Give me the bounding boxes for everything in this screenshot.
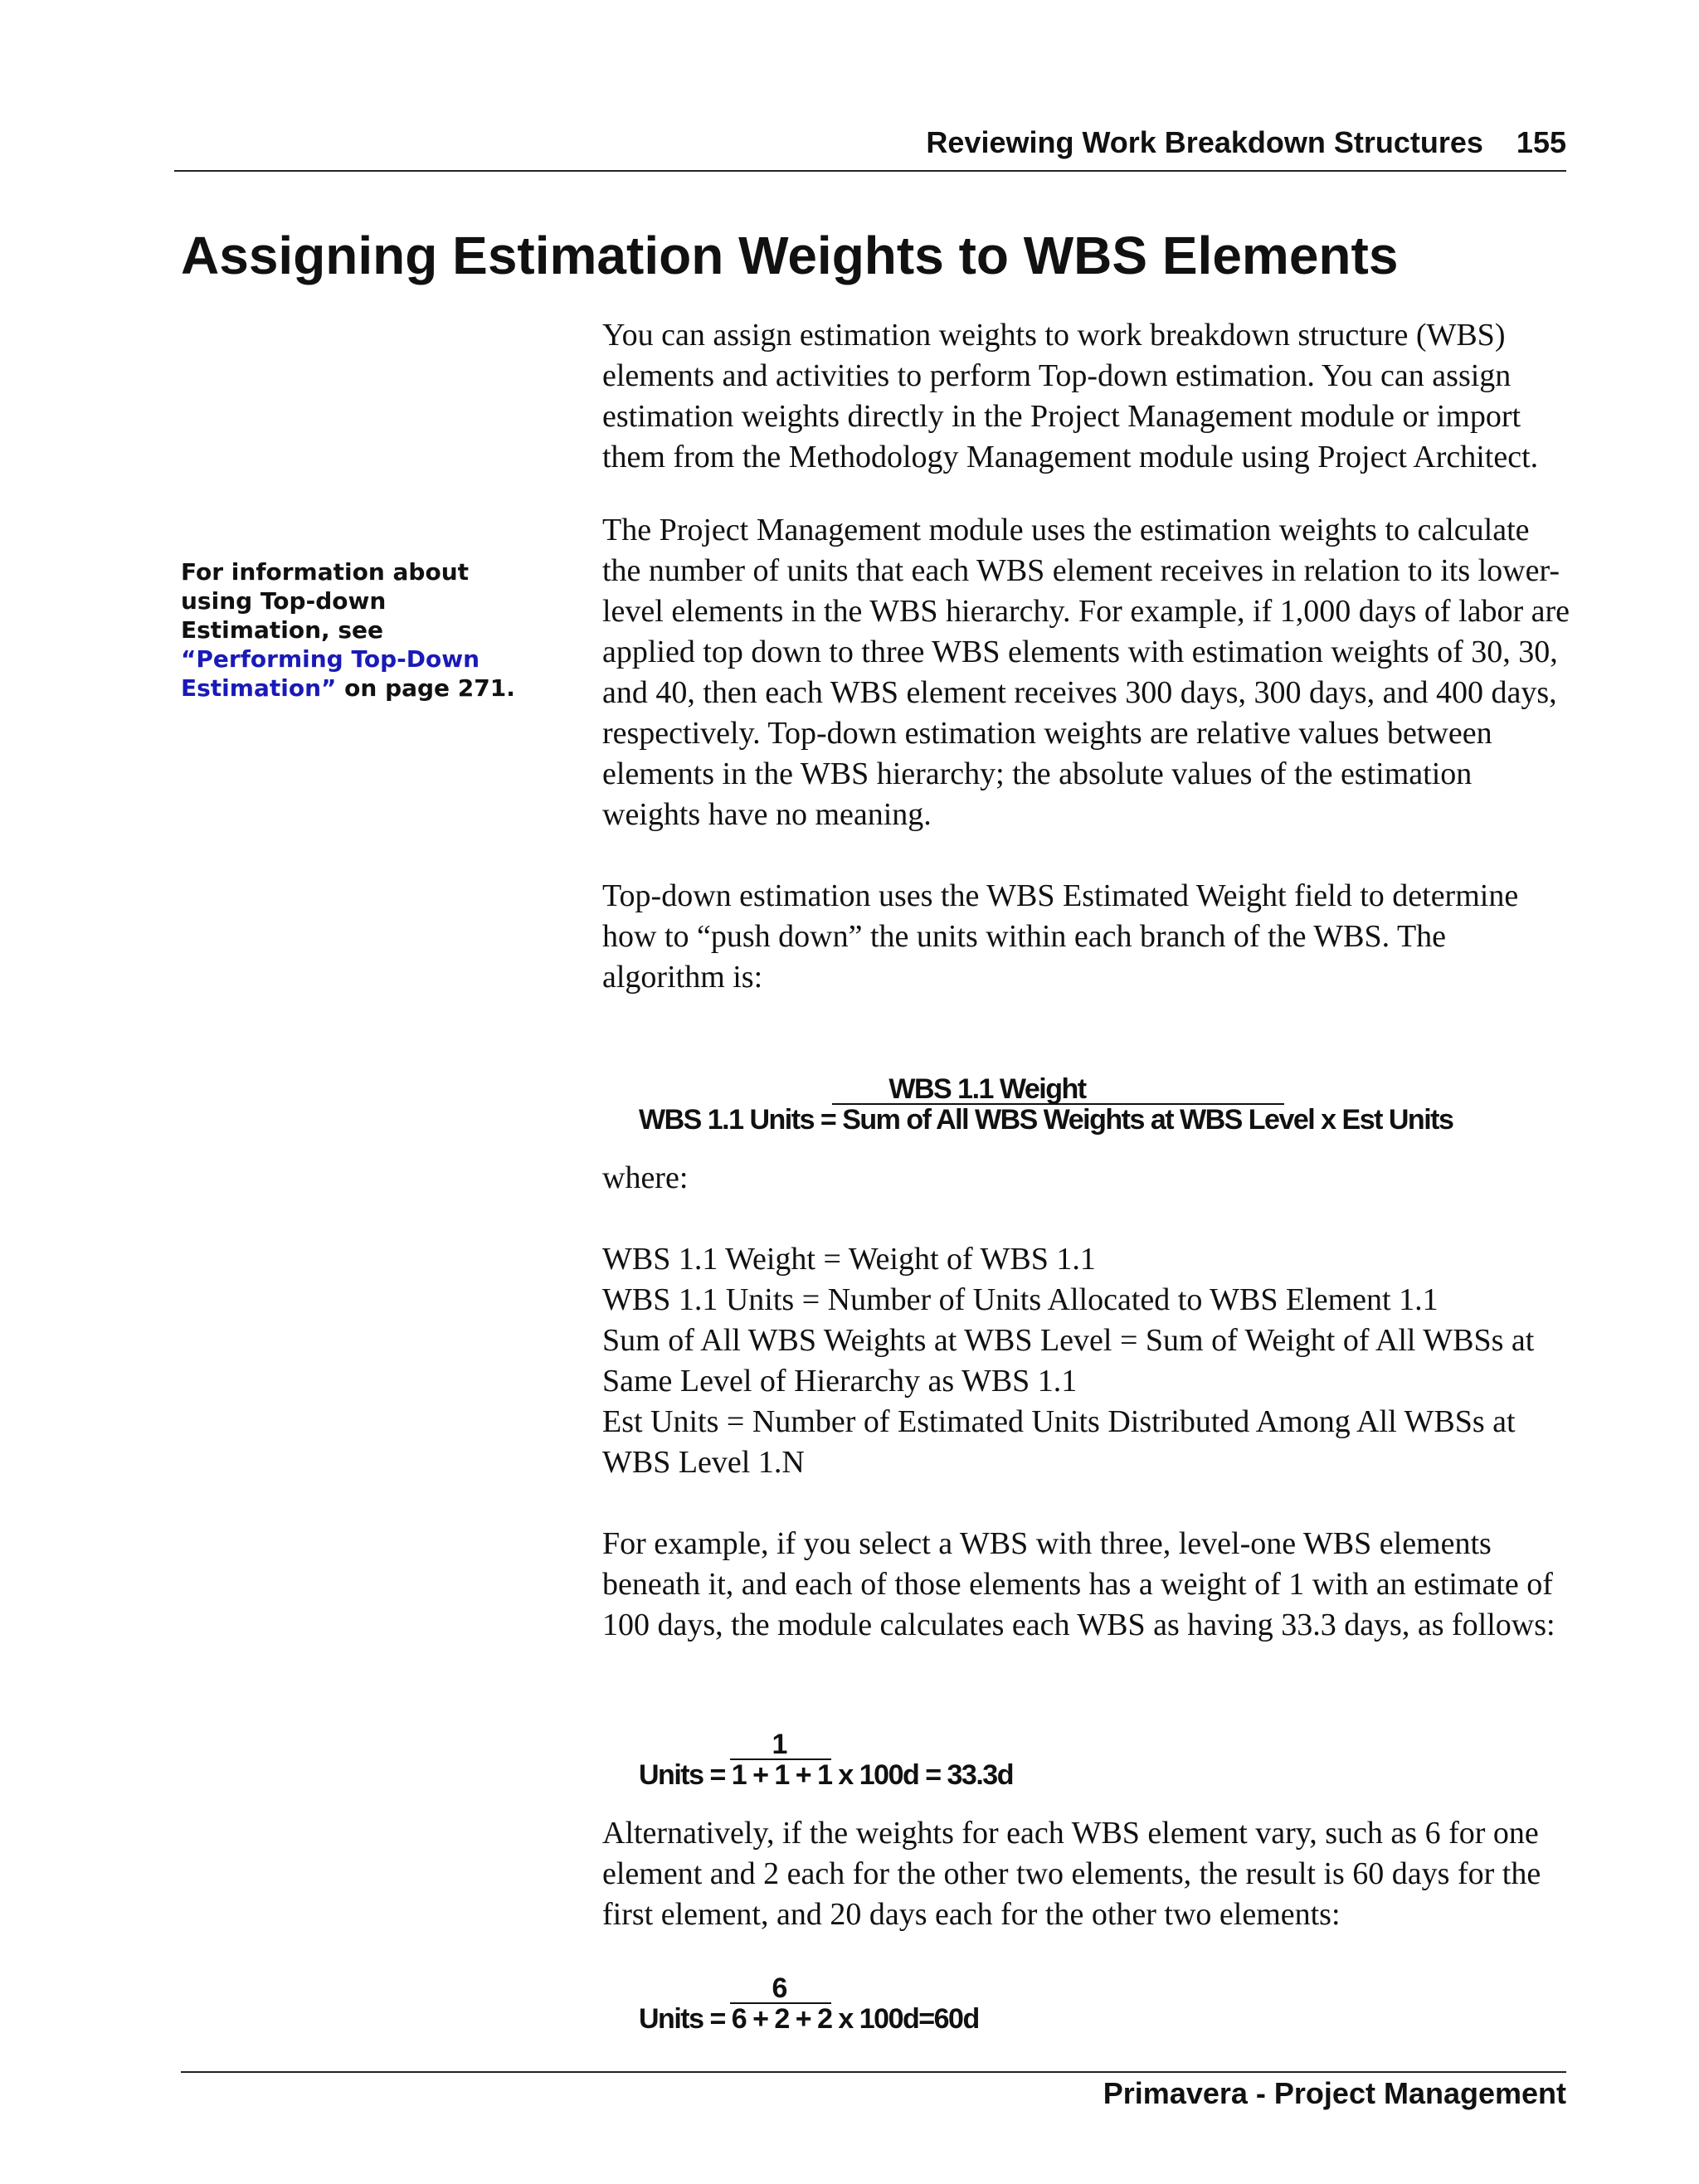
definition-weight: WBS 1.1 Weight = Weight of WBS 1.1 <box>602 1242 1096 1277</box>
definition-units: WBS 1.1 Units = Number of Units Allocated to WBS Element 1.1 <box>602 1282 1439 1317</box>
formula-3-numerator: 6 <box>772 1972 788 2004</box>
formula-3: Units = 6 + 2 + 2 x 100d=60d <box>639 2003 979 2035</box>
formula-2-numerator: 1 <box>772 1729 788 1760</box>
page-title: Assigning Estimation Weights to WBS Elements <box>181 226 1399 285</box>
footer-rule <box>181 2071 1566 2073</box>
paragraph-intro: You can assign estimation weights to work breakdown structure (WBS) elements and activities to perform Top-down estimation. You can assign estimation weights directly in the Project Management module or import them from the Methodology Management module using Project Architect. <box>602 318 1539 474</box>
alternative-block <box>602 1813 1573 1935</box>
formula-1: WBS 1.1 Units = Sum of All WBS Weights at WBS Level x Est Units <box>639 1104 1453 1136</box>
header-section-title: Reviewing Work Breakdown Structures <box>926 125 1483 159</box>
sidebar-note <box>181 557 529 703</box>
header-rule <box>174 170 1566 172</box>
body-text <box>602 315 1573 998</box>
definitions-block <box>602 1158 1573 1646</box>
footer-product-name: Primavera - Project Management <box>1103 2076 1566 2110</box>
cross-reference-link[interactable]: “Performing Top-Down Estimation” <box>181 645 480 702</box>
where-label: where: <box>602 1160 689 1195</box>
definition-sum-weights: Sum of All WBS Weights at WBS Level = Sum of Weight of All WBSs at Same Level of Hierarchy as WBS 1.1 <box>602 1323 1535 1398</box>
definition-est-units: Est Units = Number of Estimated Units Distributed Among All WBSs at WBS Level 1.N <box>602 1404 1516 1480</box>
sidebar-note-suffix: on page 271. <box>336 674 515 702</box>
page-number: 155 <box>1516 125 1566 159</box>
running-header <box>926 123 1566 163</box>
paragraph-example-varied: Alternatively, if the weights for each WBS element vary, such as 6 for one element and 2 each for the other two elements, the result is 60 days for the first element, and 20 days each for the other two elements: <box>602 1816 1541 1932</box>
sidebar-note-intro: For information about using Top-down Estimation, see <box>181 558 470 644</box>
paragraph-weights: The Project Management module uses the estimation weights to calculate the number of units that each WBS element receives in relation to its lower-level elements in the WBS hierarchy. For example, if 1,000 days of labor are applied top down to three WBS elements with estimation weights of 30, 30, and 40, then each WBS element receives 300 days, 300 days, and 400 days, respectively. Top-down estimation weights are relative values between elements in the WBS hierarchy; the absolute values of the estimation weights have no meaning. <box>602 513 1570 832</box>
formula-1-numerator: WBS 1.1 Weight <box>888 1073 1086 1105</box>
formula-2: Units = 1 + 1 + 1 x 100d = 33.3d <box>639 1759 1013 1791</box>
paragraph-example-equal: For example, if you select a WBS with three, level-one WBS elements beneath it, and each of those elements has a weight of 1 with an estimate of 100 days, the module calculates each WBS as having 33.3 days, as follows: <box>602 1526 1555 1642</box>
paragraph-algorithm: Top-down estimation uses the WBS Estimated Weight field to determine how to “push down” the units within each branch of the WBS. The algorithm is: <box>602 878 1519 995</box>
